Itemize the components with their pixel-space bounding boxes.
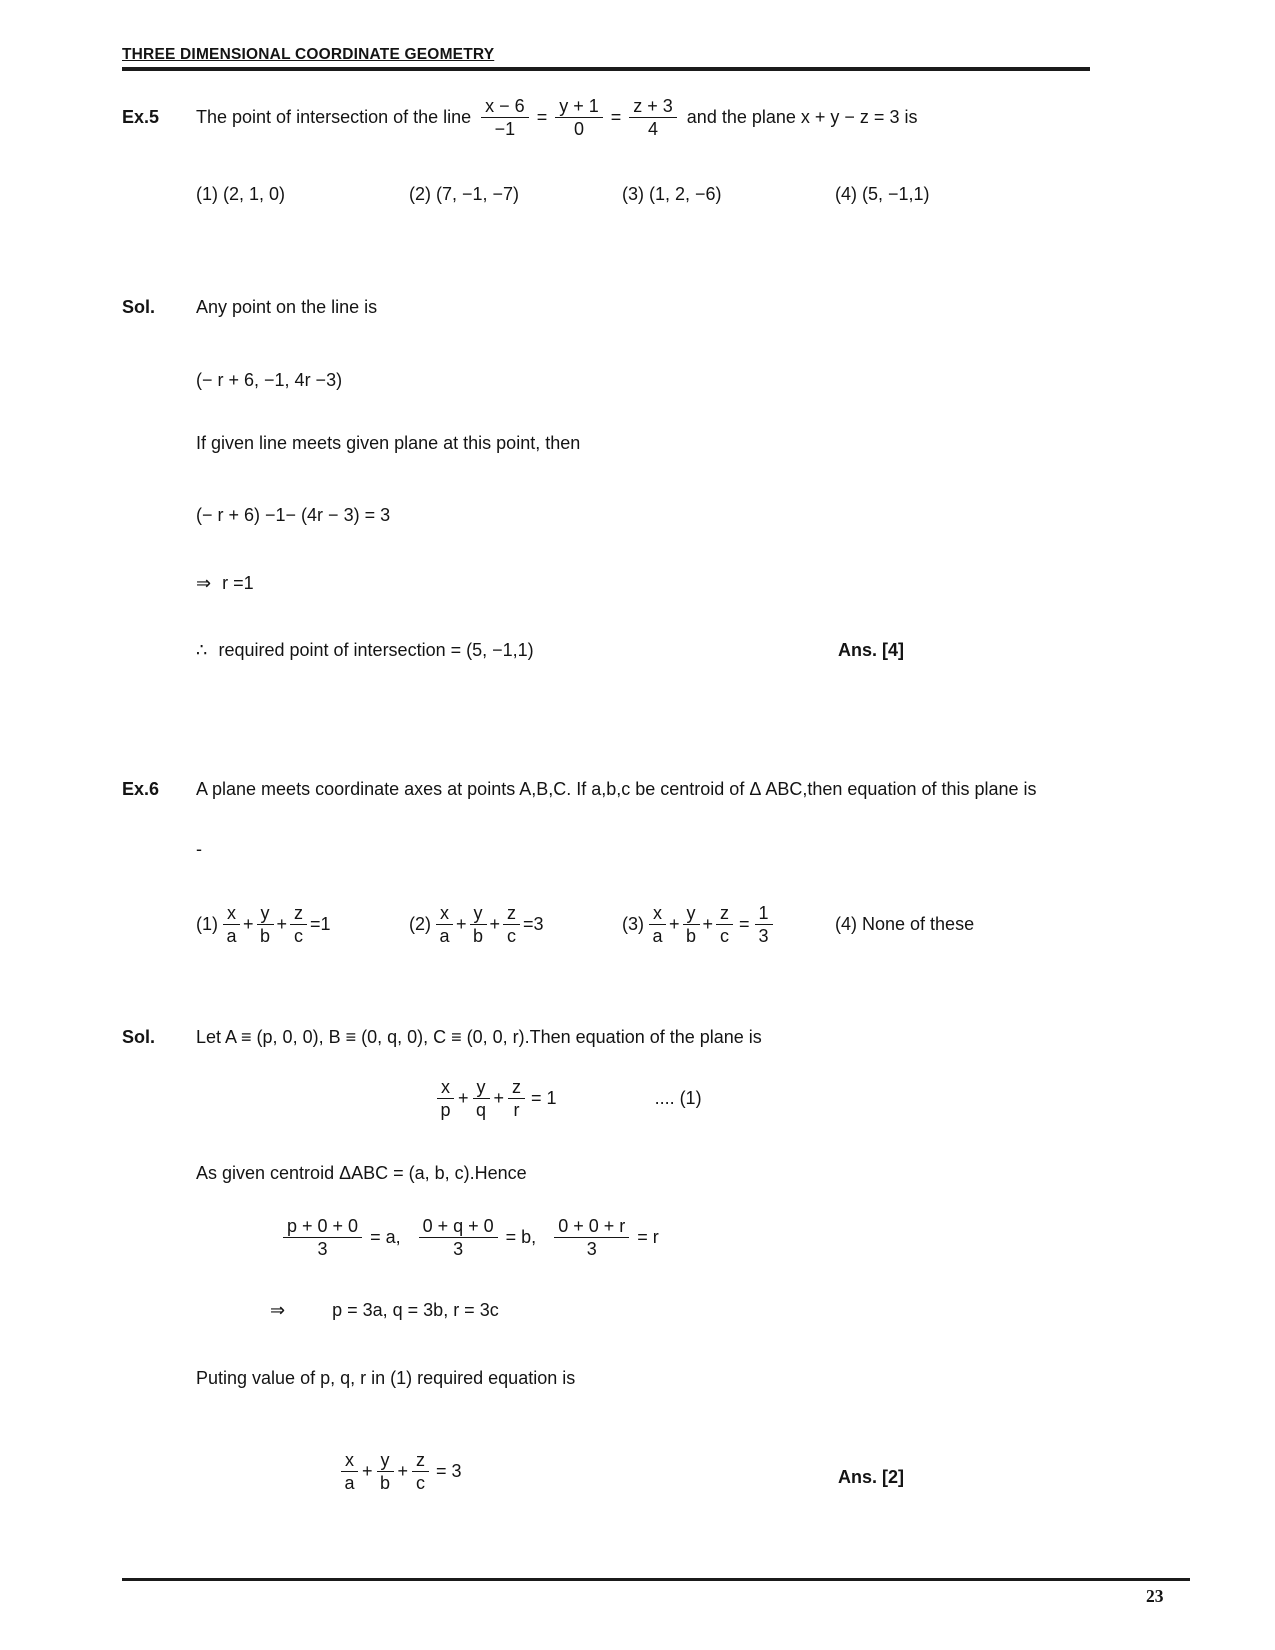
fraction-denominator: 3 [453, 1239, 464, 1260]
fraction-numerator: y [470, 903, 487, 925]
fraction-denominator: b [686, 926, 697, 947]
option-1 [196, 903, 409, 946]
fraction [508, 1077, 525, 1120]
page-title: THREE DIMENSIONAL COORDINATE GEOMETRY [122, 46, 495, 63]
example-6-question [122, 778, 1037, 801]
fraction-x [481, 96, 529, 139]
fraction-numerator: z [412, 1450, 429, 1472]
fraction [290, 903, 307, 946]
fraction-numerator: z [716, 903, 733, 925]
fraction [716, 903, 733, 946]
plus-sign: + [243, 913, 254, 934]
ex6-question-continuation: - [196, 839, 202, 859]
fraction-numerator: z [508, 1077, 525, 1099]
plus-sign: + [456, 913, 467, 934]
equation-result: = a, [370, 1226, 401, 1247]
fraction-denominator: p [440, 1100, 451, 1121]
fraction-denominator: c [507, 926, 517, 947]
fraction-denominator: 3 [586, 1239, 597, 1260]
fraction-denominator: c [416, 1473, 426, 1494]
fraction-numerator: z [290, 903, 307, 925]
fraction-numerator: 1 [755, 903, 773, 925]
fraction-denominator: b [380, 1473, 391, 1494]
solution-line: Any point on the line is [196, 297, 378, 317]
fraction-denominator: r [513, 1100, 520, 1121]
ex6-label: Ex.6 [122, 779, 160, 799]
fraction-y [555, 96, 603, 139]
fraction-denominator: 0 [573, 119, 584, 140]
equals-sign: = [610, 106, 622, 127]
option-prefix: (2) [409, 913, 431, 934]
ex5-question-post: and the plane x + y − z = 3 is [686, 106, 918, 127]
fraction-numerator: y [473, 1077, 490, 1099]
fraction-denominator: 3 [758, 926, 769, 947]
plus-sign: + [702, 913, 714, 934]
fraction [470, 903, 487, 946]
option-result: =1 [310, 913, 331, 934]
equation-1 [437, 1077, 702, 1120]
fraction-z [629, 96, 677, 139]
example-5-question [122, 96, 917, 139]
fraction-numerator: x [649, 903, 666, 925]
fraction-denominator: 3 [317, 1239, 328, 1260]
fraction-denominator: −1 [494, 119, 516, 140]
fraction [683, 903, 700, 946]
fraction [649, 903, 666, 946]
ex6-options [196, 903, 1048, 946]
fraction [341, 1450, 358, 1493]
solution-text: p = 3a, q = 3b, r = 3c [332, 1300, 499, 1320]
equation-3 [341, 1450, 462, 1493]
ex5-label: Ex.5 [122, 106, 160, 127]
fraction-denominator: b [473, 926, 484, 947]
solution-line: (− r + 6, −1, 4r −3) [196, 370, 343, 390]
option-prefix: (3) [622, 913, 644, 934]
ex6-answer: Ans. [2] [838, 1467, 905, 1487]
fraction-denominator: a [226, 926, 237, 947]
equation-reference: .... (1) [654, 1087, 702, 1108]
solution-line [196, 572, 254, 595]
ex5-options [196, 183, 1048, 206]
fraction-denominator: q [476, 1100, 487, 1121]
equation-result: = 1 [531, 1087, 557, 1108]
equation-2 [283, 1216, 659, 1259]
fraction-numerator: 0 + 0 + r [554, 1216, 629, 1238]
option-4: (4) None of these [835, 913, 975, 934]
fraction-denominator: a [652, 926, 663, 947]
fraction [473, 1077, 490, 1120]
option-3: (3) (1, 2, −6) [622, 184, 722, 204]
fraction-numerator: z + 3 [629, 96, 677, 118]
therefore-symbol: ∴ [196, 640, 208, 660]
fraction [412, 1450, 429, 1493]
fraction-numerator: x [341, 1450, 358, 1472]
fraction-numerator: p + 0 + 0 [283, 1216, 362, 1238]
option-4: (4) (5, −1,1) [835, 184, 930, 204]
option-3 [622, 903, 835, 946]
fraction [419, 1216, 498, 1259]
sol-label: Sol. [122, 297, 156, 317]
fraction-numerator: 0 + q + 0 [419, 1216, 498, 1238]
plus-sign: + [669, 913, 680, 934]
solution-text: r =1 [222, 573, 254, 593]
solution-line [196, 639, 534, 662]
equals-sign: = [536, 106, 548, 127]
solution-line: (− r + 6) −1− (4r − 3) = 3 [196, 505, 391, 525]
fraction-numerator: x [437, 1077, 454, 1099]
ex5-answer: Ans. [4] [838, 640, 905, 660]
ex5-question-pre: The point of intersection of the line [196, 106, 472, 127]
fraction [437, 1077, 454, 1120]
plus-sign: + [276, 913, 288, 934]
fraction-numerator: y [683, 903, 700, 925]
fraction [283, 1216, 362, 1259]
page-number: 23 [1146, 1586, 1164, 1606]
fraction [377, 1450, 394, 1493]
fraction-numerator: y [377, 1450, 394, 1472]
plus-sign: + [493, 1087, 505, 1108]
fraction [223, 903, 240, 946]
fraction-denominator: a [439, 926, 450, 947]
fraction-numerator: x [223, 903, 240, 925]
plus-sign: + [397, 1460, 409, 1481]
ex6-question-text: A plane meets coordinate axes at points A,B,C. If a,b,c be centroid of Δ ABC,then equation of this plane is [196, 779, 1037, 799]
implies-symbol: ⇒ [270, 1300, 286, 1320]
solution-text: required point of intersection = (5, −1,1) [218, 640, 534, 660]
fraction-numerator: z [503, 903, 520, 925]
option-2: (2) (7, −1, −7) [409, 184, 520, 204]
fraction-denominator: b [260, 926, 271, 947]
fraction-denominator: 4 [648, 119, 659, 140]
solution-line: Let A ≡ (p, 0, 0), B ≡ (0, q, 0), C ≡ (0, 0, r).Then equation of the plane is [196, 1027, 762, 1047]
page-header [122, 42, 1090, 71]
equation-result: = r [637, 1226, 659, 1247]
fraction-numerator: y [257, 903, 274, 925]
plus-sign: + [362, 1460, 373, 1481]
fraction [554, 1216, 629, 1259]
equation-result: = b, [505, 1226, 537, 1247]
solution-line: As given centroid ΔABC = (a, b, c).Hence [196, 1163, 527, 1183]
fraction-denominator: c [720, 926, 730, 947]
solution-line [270, 1299, 499, 1322]
fraction [436, 903, 453, 946]
option-1: (1) (2, 1, 0) [196, 184, 286, 204]
fraction-numerator: x [436, 903, 453, 925]
equals-sign: = [739, 913, 750, 934]
option-2 [409, 903, 622, 946]
fraction-numerator: x − 6 [481, 96, 529, 118]
solution-line: Puting value of p, q, r in (1) required equation is [196, 1368, 576, 1388]
fraction-denominator: c [294, 926, 304, 947]
fraction [503, 903, 520, 946]
fraction-numerator: y + 1 [555, 96, 603, 118]
fraction [257, 903, 274, 946]
footer-rule [122, 1578, 1190, 1581]
implies-symbol: ⇒ [196, 573, 212, 593]
solution-line: If given line meets given plane at this point, then [196, 433, 581, 453]
option-result: =3 [523, 913, 544, 934]
sol-label: Sol. [122, 1027, 156, 1047]
plus-sign: + [489, 913, 501, 934]
equation-result: = 3 [436, 1460, 462, 1481]
option-prefix: (1) [196, 913, 218, 934]
fraction [755, 903, 773, 946]
plus-sign: + [458, 1087, 469, 1108]
fraction-denominator: a [344, 1473, 355, 1494]
